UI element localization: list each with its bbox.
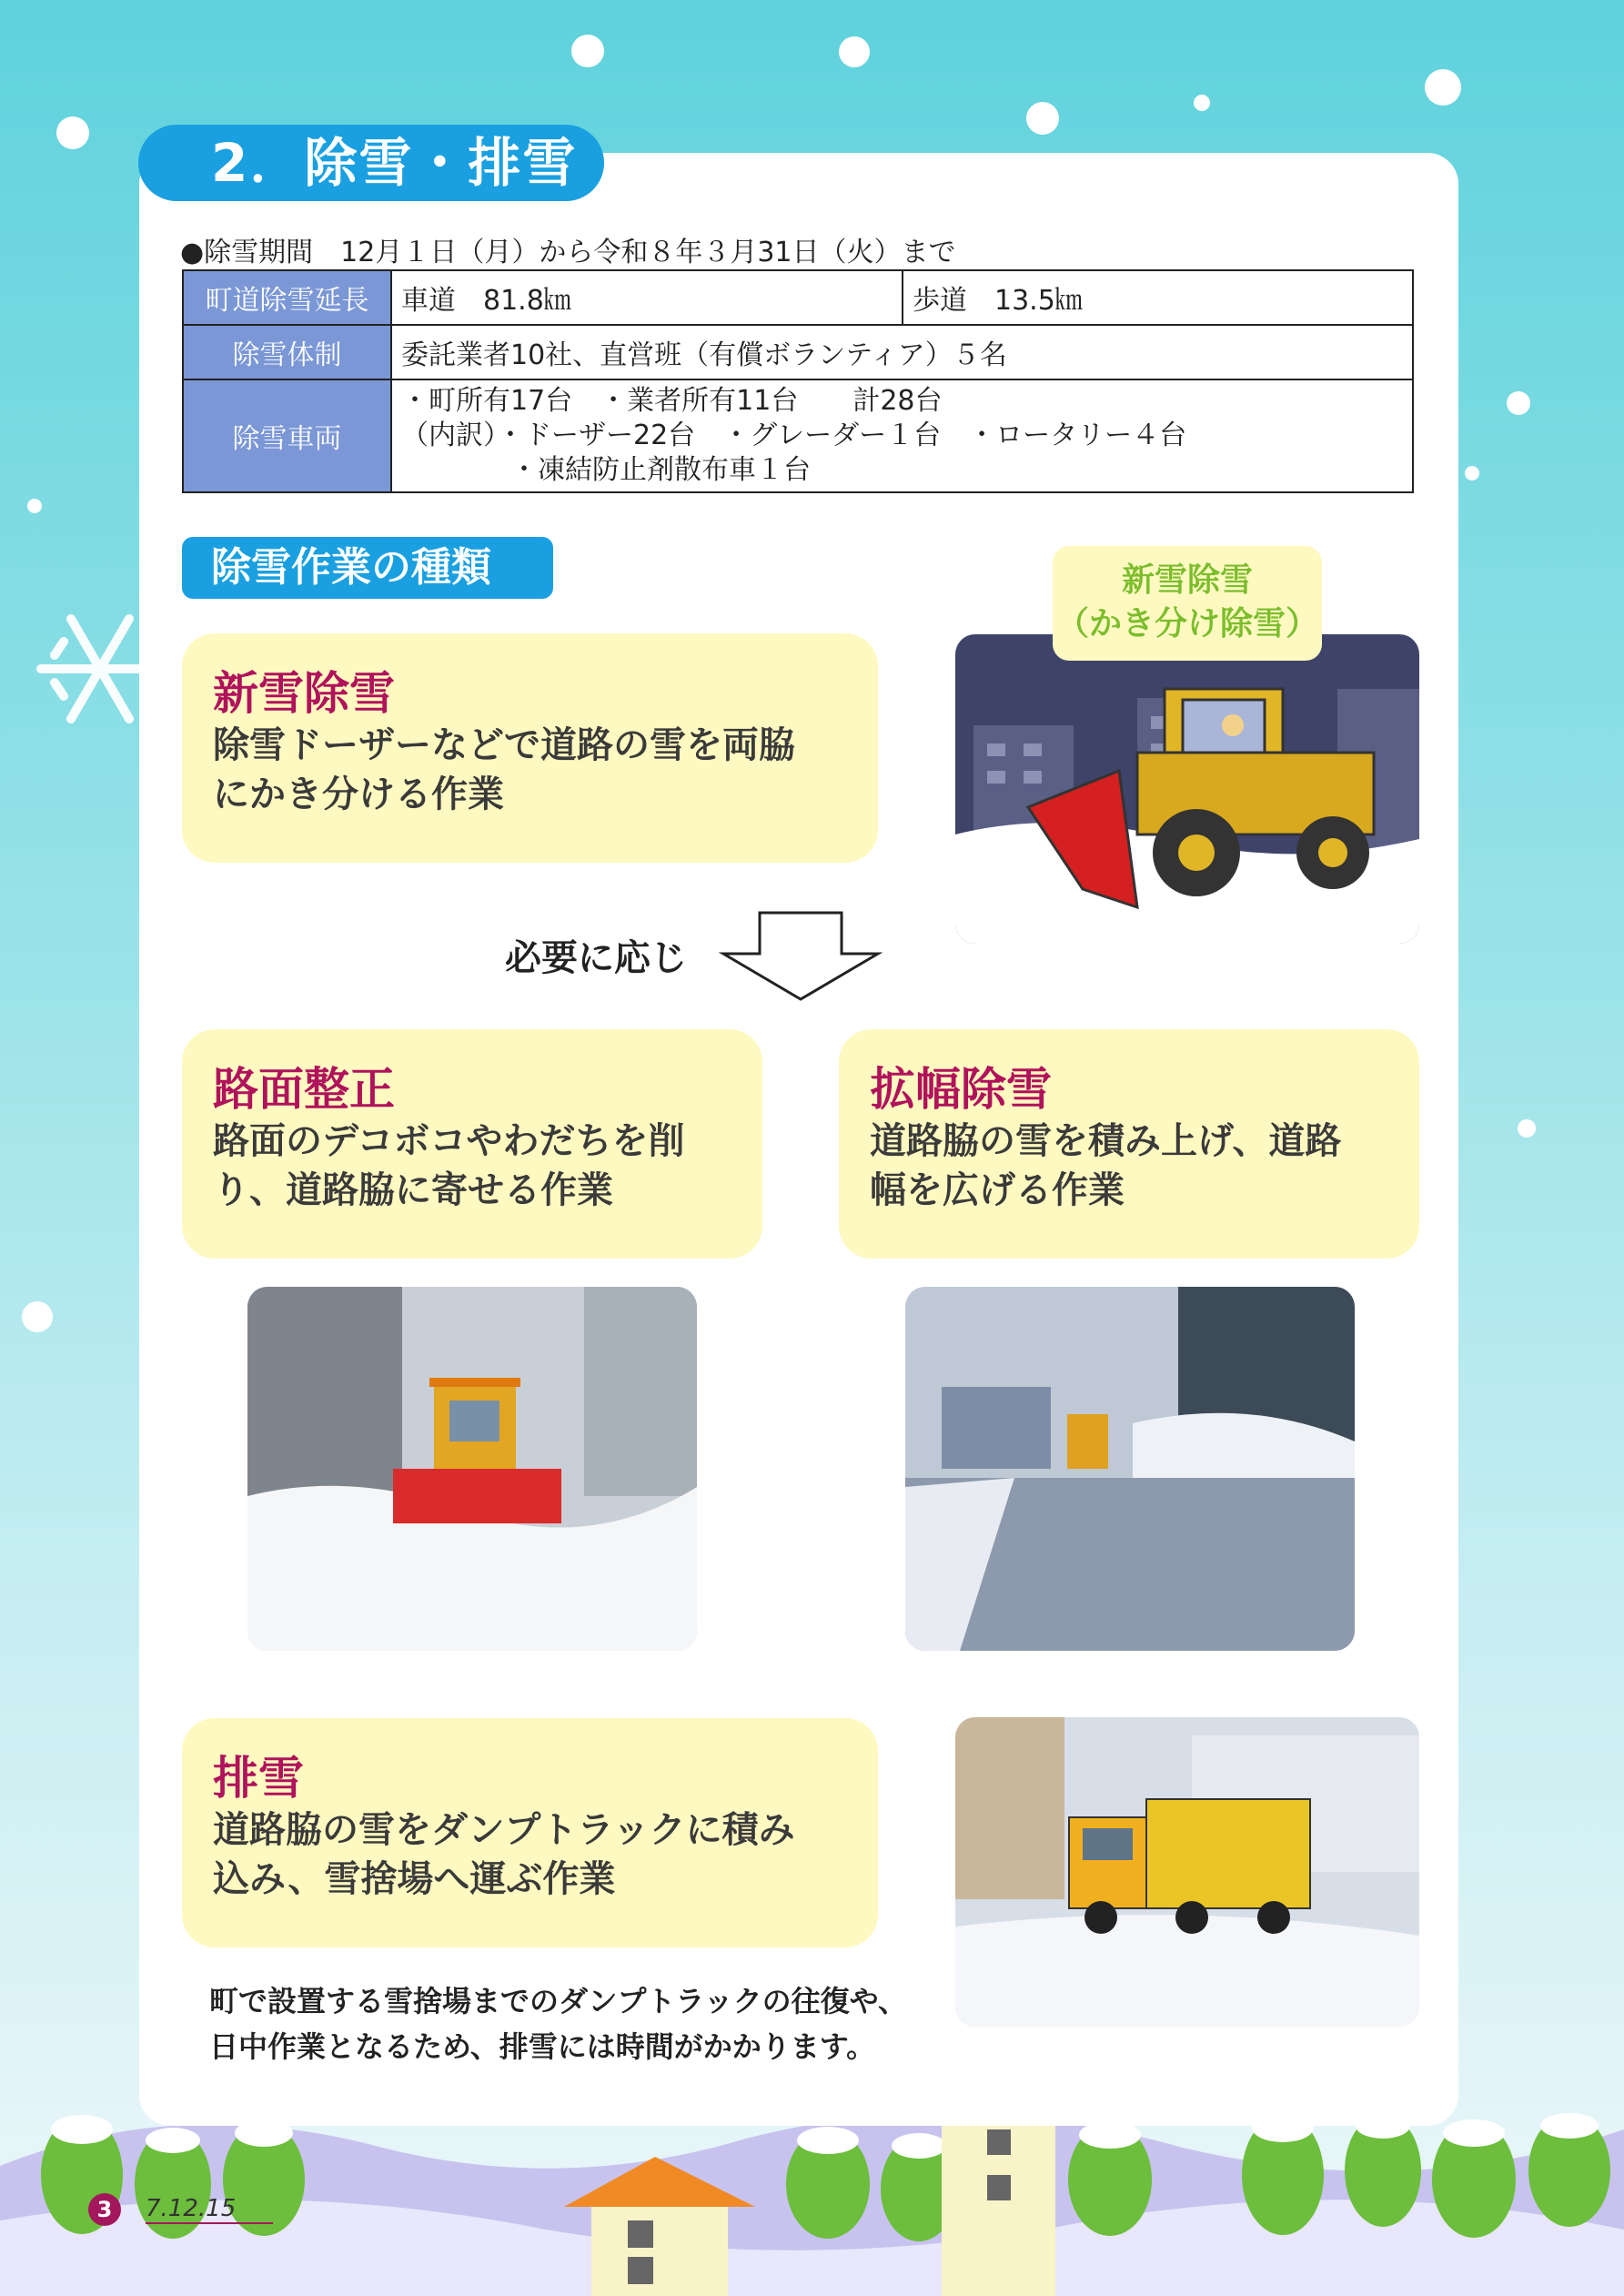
issue-date: 7.12.15	[146, 2195, 273, 2224]
snow-dot	[1507, 391, 1530, 415]
snow-dot	[27, 499, 42, 513]
section-title: 2．除雪・排雪	[138, 125, 604, 201]
tower-illustration	[942, 2120, 1055, 2296]
as-needed-text: 必要に応じ	[505, 937, 687, 979]
snow-dot	[1194, 95, 1210, 111]
snow-dot	[22, 1301, 53, 1332]
snow-dot	[1518, 1119, 1536, 1138]
info-table	[182, 269, 1414, 493]
table-row	[183, 270, 1413, 325]
snow-dot	[1425, 69, 1461, 106]
description-line: 路面のデコボコやわだちを削	[213, 1120, 685, 1162]
label-line: （かき分け除雪）	[1055, 605, 1318, 642]
table-header-cell: 町道除雪延長	[183, 270, 391, 325]
box-title: 排雪	[213, 1752, 304, 1805]
table-header-cell: 除雪体制	[183, 325, 391, 379]
label-line: 新雪除雪	[1121, 561, 1253, 599]
box-description	[213, 1117, 684, 1215]
description-line: にかき分ける作業	[213, 774, 504, 815]
table-row	[183, 379, 1413, 492]
description-line: 除雪ドーザーなどで道路の雪を両脇	[213, 724, 795, 766]
illustration-label	[1053, 546, 1322, 661]
snow-removal-period: ●除雪期間 12月１日（月）から令和８年３月31日（火）まで	[180, 237, 956, 268]
snow-dot	[1465, 466, 1479, 480]
new-snow-box	[182, 633, 878, 863]
table-cell	[391, 379, 1413, 492]
table-cell: 委託業者10社、直営班（有償ボランティア）５名	[391, 325, 1413, 379]
table-header-cell: 除雪車両	[183, 379, 391, 492]
note-line: 日中作業となるため、排雪には時間がかかります。	[209, 2029, 876, 2064]
snow-dot	[571, 35, 604, 67]
grading-box	[182, 1029, 762, 1259]
widening-photo	[905, 1287, 1355, 1651]
box-description	[870, 1117, 1341, 1215]
description-line: 込み、雪捨場へ運ぶ作業	[213, 1858, 616, 1900]
snow-dot	[56, 116, 89, 149]
box-title: 路面整正	[213, 1063, 395, 1116]
dump-truck-photo	[955, 1717, 1419, 2027]
vehicle-line: （内訳）・ドーザー22台 ・グレーダー１台 ・ロータリー４台	[401, 420, 1187, 451]
snow-dot	[839, 36, 870, 67]
note-line: 町で設置する雪捨場までのダンプトラックの往復や、	[209, 1984, 908, 2018]
box-description	[213, 1805, 795, 1904]
snow-dot	[1026, 102, 1059, 135]
down-arrow-icon	[719, 910, 883, 1003]
table-cell: 歩道 13.5㎞	[903, 270, 1413, 325]
box-title: 新雪除雪	[213, 667, 395, 720]
description-line: 道路脇の雪をダンプトラックに積み	[213, 1809, 795, 1851]
vehicle-line: ・凍結防止剤散布車１台	[401, 454, 811, 486]
removal-box	[182, 1718, 878, 1947]
description-line: 道路脇の雪を積み上げ、道路	[870, 1120, 1342, 1162]
table-cell: 車道 81.8㎞	[391, 270, 903, 325]
types-title: 除雪作業の種類	[182, 537, 553, 599]
page-number: 3	[88, 2193, 121, 2226]
widening-box	[839, 1029, 1419, 1259]
description-line: 幅を広げる作業	[870, 1169, 1125, 1211]
bulldozer-illustration	[955, 634, 1419, 944]
vehicle-line: ・町所有17台 ・業者所有11台 計28台	[401, 385, 943, 417]
removal-note	[209, 1978, 907, 2069]
box-title: 拡幅除雪	[870, 1063, 1052, 1116]
table-row	[183, 325, 1413, 379]
box-description	[213, 721, 795, 819]
description-line: り、道路脇に寄せる作業	[213, 1169, 613, 1211]
grading-photo	[247, 1287, 697, 1651]
